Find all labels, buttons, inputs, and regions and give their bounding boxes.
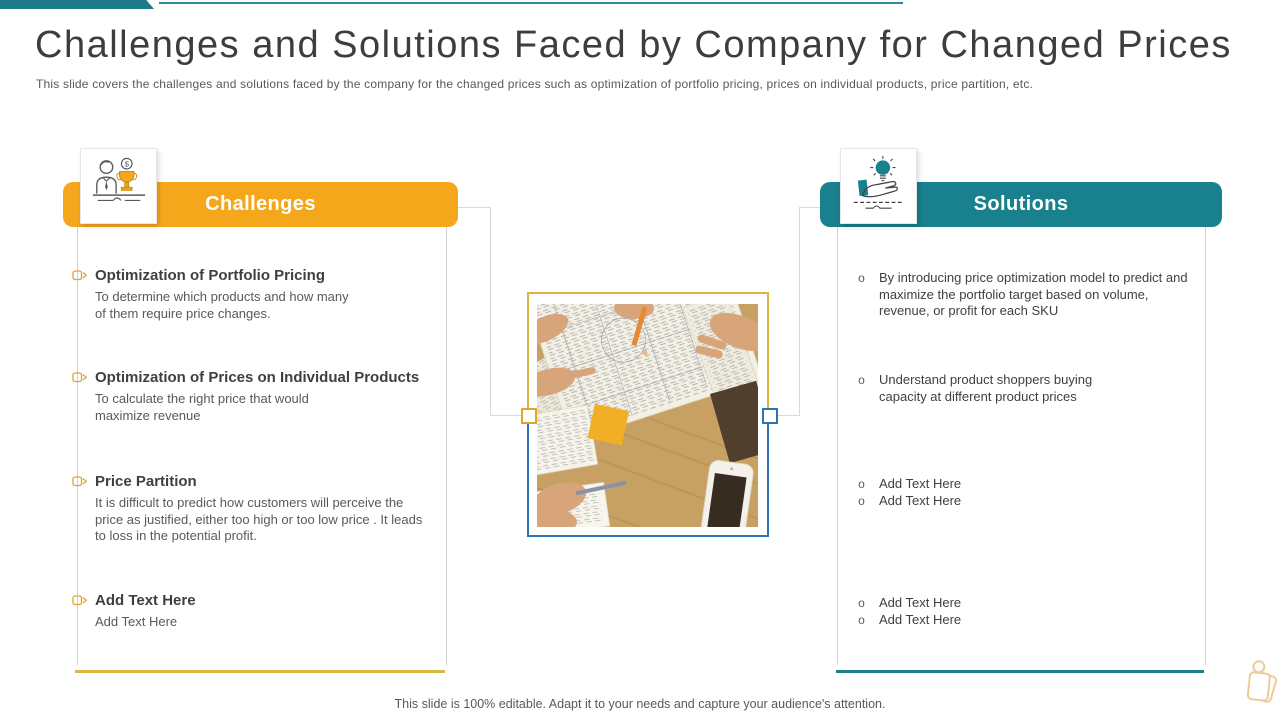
challenge-item <box>72 472 452 545</box>
page-subtitle: This slide covers the challenges and solutions faced by the company for the changed prices such as optimization of portfolio pricing, prices on individual products, price partition, etc. <box>36 77 1034 91</box>
solution-item-text: Add Text Here <box>879 492 962 508</box>
solutions-header-label: Solutions <box>973 193 1069 215</box>
teamwork-blueprint-photo <box>537 304 758 527</box>
footer-note: This slide is 100% editable. Adapt it to your needs and capture your audience's attention. <box>394 697 886 711</box>
svg-text:$: $ <box>124 159 129 169</box>
challenge-item-title: Add Text Here <box>95 592 196 609</box>
image-frame-top <box>527 292 769 294</box>
top-accent-wedge <box>0 0 154 9</box>
solution-item-text: Add Text Here <box>879 476 962 491</box>
image-frame-left-gold <box>527 292 529 409</box>
solutions-icon-card <box>840 148 917 224</box>
challenge-item-title: Optimization of Portfolio Pricing <box>95 267 325 284</box>
challenge-item-desc: To calculate the right price that would maximize revenue <box>95 391 309 423</box>
challenges-panel-underline <box>75 670 445 673</box>
challenge-item-desc: To determine which products and how many of them require price changes. <box>95 289 349 321</box>
connector-left-v <box>490 207 491 416</box>
solution-group <box>856 270 1195 320</box>
solution-item-text: By introducing price optimization model to predict and maximize the portfolio target based on volume, revenue, or profit for each SKU <box>879 270 1188 318</box>
circle-bullet: o <box>858 477 865 491</box>
circle-bullet: o <box>858 373 865 387</box>
challenge-item-title: Optimization of Prices on Individual Products <box>95 369 420 386</box>
hand-bulb-icon <box>850 155 908 218</box>
image-frame-right-gold <box>767 292 769 409</box>
page-title: Challenges and Solutions Faced by Company for Changed Prices <box>35 24 1232 66</box>
challenge-item <box>72 266 452 322</box>
solution-group <box>856 372 1124 405</box>
challenge-item-title: Price Partition <box>95 473 197 490</box>
tag-arrow-bullet-icon <box>72 269 88 287</box>
challenges-header-label: Challenges <box>205 193 316 215</box>
challenge-item-desc: Add Text Here <box>95 614 178 629</box>
person-trophy-icon <box>90 155 148 218</box>
connector-right-h1 <box>799 207 820 208</box>
challenge-item <box>72 368 452 424</box>
circle-bullet: o <box>858 612 865 627</box>
top-accent-line <box>159 2 903 4</box>
connector-node-right <box>762 408 778 424</box>
connector-node-left <box>521 408 537 424</box>
circle-bullet: o <box>858 493 865 508</box>
image-frame-right-blue <box>767 420 769 537</box>
solution-item-text: Understand product shoppers buying capacity at different product prices <box>879 372 1093 404</box>
solution-group <box>856 595 961 628</box>
image-frame-bottom <box>527 535 769 537</box>
solutions-panel-underline <box>836 670 1204 673</box>
challenges-icon-card <box>80 148 157 224</box>
image-frame-left-blue <box>527 420 529 537</box>
challenge-item-desc: It is difficult to predict how customers will perceive the price as justified, either too high or too low price . It leads to loss in the potential profit. <box>95 495 423 543</box>
tag-arrow-bullet-icon <box>72 371 88 389</box>
circle-bullet: o <box>858 596 865 610</box>
solution-group <box>856 476 961 509</box>
connector-right-v <box>799 207 800 416</box>
connector-left-h2 <box>490 415 521 416</box>
circle-bullet: o <box>858 271 865 285</box>
price-tag-icon <box>1240 658 1280 717</box>
challenge-item <box>72 591 452 631</box>
tag-arrow-bullet-icon <box>72 475 88 493</box>
solution-item-text: Add Text Here <box>879 611 962 627</box>
connector-left-h1 <box>458 207 491 208</box>
solution-item-text: Add Text Here <box>879 595 962 610</box>
tag-arrow-bullet-icon <box>72 594 88 612</box>
